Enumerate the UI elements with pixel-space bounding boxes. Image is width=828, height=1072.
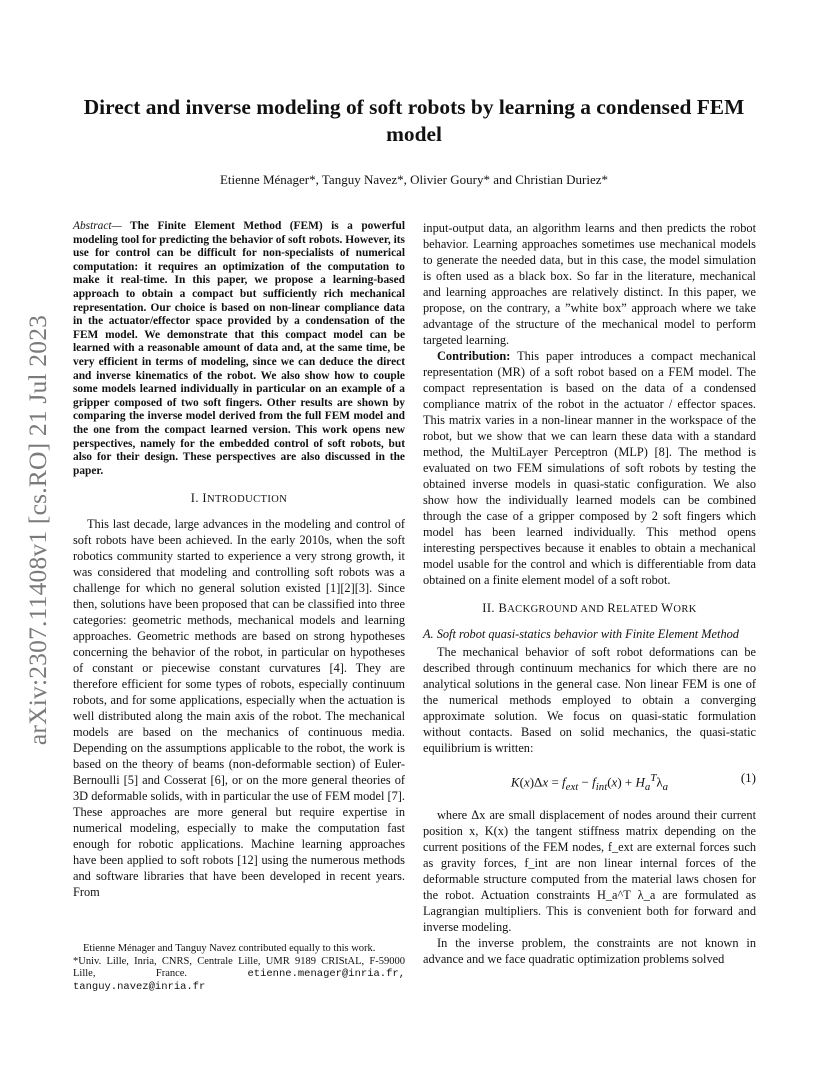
contribution-label: Contribution: (437, 349, 511, 363)
abstract-label: Abstract— (73, 220, 122, 232)
email-link-1[interactable]: etienne.menager@inria.fr, (247, 968, 405, 980)
left-column (73, 220, 405, 900)
background-paragraph-1: The mechanical behavior of soft robot deformations can be described through continuum mechanics for which there are no analytical solutions in the general case. Non linear FEM is one of the numerical methods employed to obtain a converging approximate solution. We focus on quasi-static formulation without contacts. Based on solid mechanics, the quasi-static equilibrium is written: (423, 645, 756, 755)
right-column (423, 220, 756, 967)
email-link-2[interactable]: tanguy.navez@inria.fr (73, 980, 206, 993)
paper-authors: Etienne Ménager*, Tanguy Navez*, Olivier Goury* and Christian Duriez* (219, 172, 608, 187)
contribution-paragraph (423, 348, 756, 588)
equation-1-expression: $K(x)\Delta x = f_{ext} - f_{int}(x) + H_a^T\lambda_a$ (510, 772, 669, 793)
abstract (73, 220, 405, 478)
footnote-affiliation: *Univ. Lille, Inria, CNRS, Centrale Lille, UMR 9189 CRIStAL, F-59000 Lille, France. etienne.menager@inria.fr, tanguy.navez@inria.fr (73, 955, 405, 993)
arxiv-identifier (20, 295, 56, 765)
intro-paragraph-1-continued: input-output data, an algorithm learns and then predicts the robot behavior. Learning approaches sometimes use mechanical models to generate the needed data, but in this case, the model simulation is often used as a black box. So far in the literature, mechanical and learning approaches are relatively distinct. In this paper, we propose, on the contrary, a ”white box” approach where we take advantage of the structure of the mechanical model to perform targeted learning. (423, 221, 756, 347)
contribution-text: This paper introduces a compact mechanical representation (MR) of a soft robot based on a FEM model. The compact representation is based on the data of a condensed compliance matrix of the robot in the actuator / effector spaces. This matrix varies in a non-linear manner in the workspace of the robot, but we show that we can learn these data with a standard method, the MultiLayer Perceptron (MLP) [8]. The method is evaluated on two FEM simulations of soft robots by testing the obtained inverse models in quasi-static configuration. We also show how the individually learned models can be combined through the case of a gripper composed by 2 soft fingers which model has been learned individually. This method opens interesting perspectives because it enables to obtain a mechanical model usable for the control and which is differentiable from data obtained on a finite element model of a soft robot. (423, 349, 756, 587)
paper-title: Direct and inverse modeling of soft robots by learning a condensed FEM model (83, 95, 745, 146)
subsection-heading: A. Soft robot quasi-statics behavior with Finite Element Method (423, 627, 739, 641)
equation-1 (423, 770, 756, 795)
background-paragraph-2: where Δx are small displacement of nodes around their current position x, K(x) the tangent stiffness matrix depending on the current positions of the FEM nodes, f_ext are external forces such as gravity forces, f_int are non linear internal forces of the deformable structure computed from the material laws chosen for the robot. Actuation constraints H_a^T λ_a are formulated as Lagrangian multipliers. This is convenient both for forward and inverse modeling. (423, 807, 756, 934)
footnote (73, 943, 405, 993)
intro-paragraph-1: This last decade, large advances in the modeling and control of soft robots have been achieved. In the early 2010s, when the soft robotics community started to experience a very strong growth, it was considered that modeling and controlling soft robots was a challenge for which no general solution existed [1][2][3]. Since then, solutions have been proposed that can be classified into three categories: geometric methods, mechanical models and learning approaches. Geometric methods are based on strong hypotheses concerning the behavior of the robot, in particular on hypotheses of constant or piecewise constant curvatures [4]. They are therefore efficient for some types of robots, especially continuum robots, and for some applications, especially when the actuation is well distributed along the main axis of the robot. The mechanical models are based on the mechanics of continuous media. Depending on the assumptions applicable to the robot, the work is based on the theory of beams (non-deformable section) of Euler- Bernoulli [5] and Cosserat [6], or on the more general theories of 3D deformable solids, with in particular the use of FEM model [7]. These approaches are more general but require expertise in numerical modeling, especially to make the computation fast enough for robotic applications. Machine learning approaches have been applied to soft robots [12] using the numerous methods and software libraries that have been developed in recent years. From (73, 517, 405, 900)
background-paragraph-3: In the inverse problem, the constraints are not known in advance and we face quadratic optimization problems solved (423, 935, 756, 966)
footnote-equal-contribution: Etienne Ménager and Tanguy Navez contributed equally to this work. (83, 943, 376, 954)
abstract-text: The Finite Element Method (FEM) is a powerful modeling tool for predicting the behavior of soft robots. However, its use for control can be difficult for non-specialists of numerical computation: it requires an optimization of the computation to make it real-time. In this paper, we propose a learning-based approach to obtain a compact but sufficiently rich mechanical representation. Our choice is based on non-linear compliance data in the actuator/effector space provided by a condensation of the FEM model. We demonstrate that this compact model can be learned with a reasonable amount of data and, at the same time, be very efficient in terms of modeling, since we can deduce the direct and inverse kinematics of the robot. We also show how to couple some models learned individually in particular on an example of a gripper composed of two soft fingers. Other results are shown by comparing the inverse model derived from the full FEM model and the one from the compact learned version. This work opens new perspectives, namely for the embedded control of soft robots, but also for their design. These perspectives are also discussed in the paper. (73, 220, 405, 477)
arxiv-identifier-text: arXiv:2307.11408v1 [cs.RO] 21 Jul 2023 (23, 314, 52, 746)
section-heading-background: II. BACKGROUND AND RELATED WORK (482, 601, 697, 615)
equation-1-number: (1) (740, 770, 756, 785)
section-heading-introduction: I. INTRODUCTION (190, 491, 288, 506)
